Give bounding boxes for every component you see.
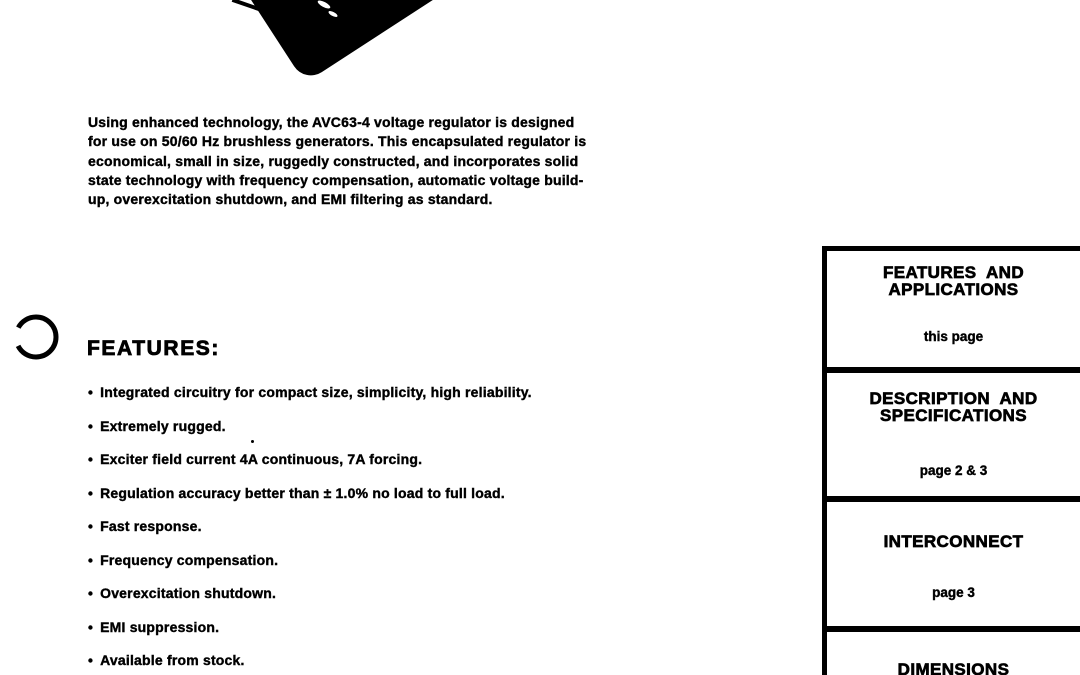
- intro-line: Using enhanced technology, the AVC63-4 voltage regulator is designed: [88, 114, 575, 130]
- section-title: [827, 390, 1080, 424]
- feature-item: [88, 417, 532, 436]
- section-title: [827, 533, 1080, 550]
- section-title-line: FEATURES AND: [882, 263, 1025, 282]
- feature-item: [88, 584, 532, 603]
- feature-text: Regulation accuracy better than ± 1.0% no load to full load.: [100, 484, 505, 501]
- feature-text: Available from stock.: [100, 652, 245, 668]
- contents-section-interconnect: [827, 502, 1080, 632]
- features-list: [88, 383, 532, 675]
- feature-text: Extremely rugged.: [100, 417, 226, 434]
- section-title: [827, 661, 1080, 675]
- feature-text: Integrated circuitry for compact size, simplicity, high reliability.: [100, 384, 532, 400]
- feature-text: EMI suppression.: [100, 618, 220, 635]
- feature-item: [88, 651, 532, 670]
- product-photo-corner: [191, 0, 532, 83]
- bullet-icon: •: [88, 618, 94, 635]
- scan-artifact-dot: [251, 440, 254, 443]
- bullet-icon: •: [88, 484, 94, 501]
- feature-text: Exciter field current 4A continuous, 7A forcing.: [100, 451, 423, 467]
- contents-panel: [822, 246, 1080, 675]
- section-title: [827, 264, 1080, 298]
- contents-section-description: [827, 373, 1080, 502]
- binder-hole-mark: [10, 310, 64, 364]
- bullet-icon: •: [88, 551, 94, 568]
- bullet-icon: •: [88, 652, 94, 668]
- intro-paragraph: [88, 113, 586, 209]
- section-page-ref: page 2 & 3: [919, 463, 988, 478]
- bullet-icon: •: [88, 384, 94, 400]
- feature-text: Frequency compensation.: [100, 551, 279, 568]
- section-title-line: DIMENSIONS: [897, 660, 1010, 675]
- section-page-ref: page 3: [932, 585, 975, 600]
- section-title-line: DESCRIPTION AND: [869, 389, 1038, 408]
- section-title-line: INTERCONNECT: [883, 532, 1024, 551]
- feature-text: Overexcitation shutdown.: [100, 585, 277, 601]
- feature-item: [88, 484, 532, 503]
- bullet-icon: •: [88, 585, 94, 601]
- section-page-ref: this page: [923, 329, 984, 344]
- contents-section-dimensions: [827, 632, 1080, 675]
- bullet-icon: •: [88, 451, 94, 467]
- feature-item: [88, 517, 532, 536]
- intro-line: economical, small in size, ruggedly constructed, and incorporates solid: [88, 152, 579, 169]
- bullet-icon: •: [88, 417, 94, 434]
- feature-item: [88, 450, 532, 469]
- feature-item: [88, 383, 532, 402]
- intro-line: state technology with frequency compensation, automatic voltage build-: [88, 171, 584, 188]
- feature-text: Fast response.: [100, 518, 202, 534]
- contents-section-features: [827, 251, 1080, 373]
- intro-line: for use on 50/60 Hz brushless generators. This encapsulated regulator is: [88, 133, 587, 150]
- section-title-line: SPECIFICATIONS: [880, 406, 1027, 425]
- feature-item: [88, 618, 532, 637]
- intro-line: up, overexcitation shutdown, and EMI filtering as standard.: [88, 191, 493, 208]
- section-title-line: APPLICATIONS: [888, 280, 1019, 299]
- bullet-icon: •: [88, 518, 94, 534]
- feature-item: [88, 551, 532, 570]
- features-heading: FEATURES:: [87, 337, 221, 360]
